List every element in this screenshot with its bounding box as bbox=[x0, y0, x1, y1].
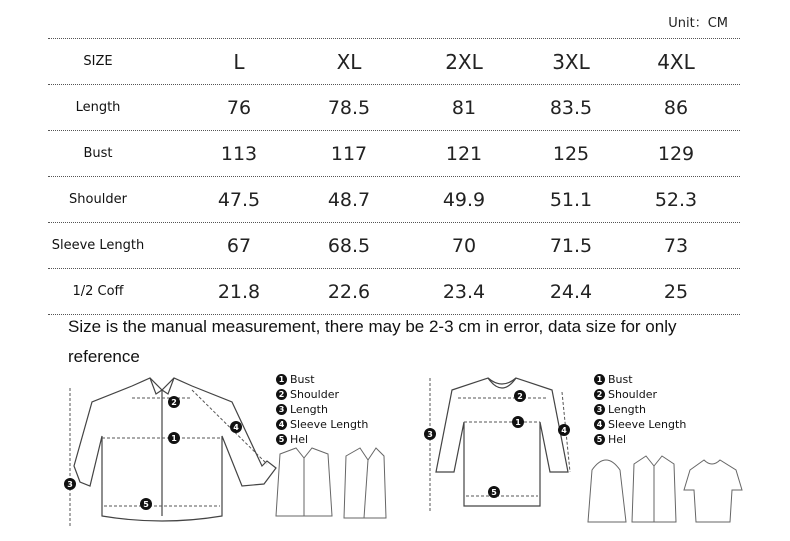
header-xl: XL bbox=[336, 49, 362, 74]
table-cell: 81 bbox=[451, 96, 477, 119]
table-cell: 78.5 bbox=[327, 96, 371, 119]
table-cell: 51.1 bbox=[549, 188, 593, 211]
sweater-diagram bbox=[422, 372, 582, 522]
shirt-diagram bbox=[62, 376, 282, 534]
table-row bbox=[48, 222, 740, 268]
header-l: L bbox=[233, 49, 245, 74]
table-cell: 117 bbox=[330, 142, 368, 165]
table-cell: 23.4 bbox=[442, 280, 486, 303]
legend-label: Length bbox=[608, 403, 646, 416]
legend-item bbox=[594, 387, 686, 402]
legend-item bbox=[594, 417, 686, 432]
legend-item bbox=[594, 432, 686, 447]
legend-item bbox=[276, 402, 368, 417]
number-badge: 3 bbox=[276, 404, 287, 415]
header-2xl: 2XL bbox=[445, 49, 483, 74]
table-cell: 71.5 bbox=[549, 234, 593, 257]
legend-label: Bust bbox=[290, 373, 315, 386]
table-cell: 70 bbox=[451, 234, 477, 257]
legend-label: Sleeve Length bbox=[608, 418, 687, 431]
legend-label: Sleeve Length bbox=[290, 418, 369, 431]
table-cell: 125 bbox=[552, 142, 590, 165]
legend-left bbox=[276, 372, 368, 447]
row-label: Shoulder bbox=[69, 192, 127, 207]
marker-1: 1 bbox=[171, 434, 177, 443]
legend-label: Hel bbox=[290, 433, 309, 446]
legend-item bbox=[276, 387, 368, 402]
number-badge: 4 bbox=[276, 419, 287, 430]
number-badge: 5 bbox=[276, 434, 287, 445]
number-badge: 4 bbox=[594, 419, 605, 430]
clothing-sketches bbox=[586, 450, 746, 530]
marker-3: 3 bbox=[427, 430, 433, 439]
table-cell: 24.4 bbox=[549, 280, 593, 303]
legend-item bbox=[594, 372, 686, 387]
legend-item bbox=[276, 417, 368, 432]
table-row bbox=[48, 130, 740, 176]
table-cell: 83.5 bbox=[549, 96, 593, 119]
row-label: Bust bbox=[83, 146, 113, 161]
table-cell: 52.3 bbox=[654, 188, 698, 211]
header-4xl: 4XL bbox=[657, 49, 695, 74]
table-cell: 22.6 bbox=[327, 280, 371, 303]
legend-label: Shoulder bbox=[290, 388, 339, 401]
marker-5: 5 bbox=[491, 488, 497, 497]
table-cell: 25 bbox=[663, 280, 689, 303]
number-badge: 5 bbox=[594, 434, 605, 445]
legend-label: Shoulder bbox=[608, 388, 657, 401]
table-cell: 121 bbox=[445, 142, 483, 165]
table-cell: 86 bbox=[663, 96, 689, 119]
marker-2: 2 bbox=[171, 398, 177, 407]
table-cell: 73 bbox=[663, 234, 689, 257]
header-size: SIZE bbox=[83, 54, 113, 69]
legend-right bbox=[594, 372, 686, 447]
row-label: Sleeve Length bbox=[51, 238, 145, 253]
marker-4: 4 bbox=[561, 426, 567, 435]
legend-item bbox=[594, 402, 686, 417]
marker-3: 3 bbox=[67, 480, 73, 489]
row-label: 1/2 Coff bbox=[72, 284, 124, 299]
marker-4: 4 bbox=[233, 423, 239, 432]
table-cell: 68.5 bbox=[327, 234, 371, 257]
size-table bbox=[48, 38, 740, 315]
table-cell: 67 bbox=[226, 234, 252, 257]
row-label: Length bbox=[75, 100, 121, 115]
table-cell: 129 bbox=[657, 142, 695, 165]
table-cell: 76 bbox=[226, 96, 252, 119]
table-cell: 21.8 bbox=[217, 280, 261, 303]
header-3xl: 3XL bbox=[552, 49, 590, 74]
number-badge: 1 bbox=[594, 374, 605, 385]
table-cell: 113 bbox=[220, 142, 258, 165]
legend-label: Bust bbox=[608, 373, 633, 386]
table-row bbox=[48, 176, 740, 222]
jacket-sketches bbox=[268, 446, 388, 526]
number-badge: 2 bbox=[594, 389, 605, 400]
legend-label: Length bbox=[290, 403, 328, 416]
marker-2: 2 bbox=[517, 392, 523, 401]
table-header-row bbox=[48, 38, 740, 84]
unit-label: Unit：CM bbox=[668, 16, 728, 31]
number-badge: 2 bbox=[276, 389, 287, 400]
table-cell: 47.5 bbox=[217, 188, 261, 211]
table-row bbox=[48, 268, 740, 315]
table-cell: 48.7 bbox=[327, 188, 371, 211]
marker-1: 1 bbox=[515, 418, 521, 427]
measurement-note: Size is the manual measurement, there may be 2-3 cm in error, data size for only reference bbox=[68, 317, 677, 366]
number-badge: 1 bbox=[276, 374, 287, 385]
table-row bbox=[48, 84, 740, 130]
legend-item bbox=[276, 372, 368, 387]
marker-5: 5 bbox=[143, 500, 149, 509]
legend-item bbox=[276, 432, 368, 447]
table-cell: 49.9 bbox=[442, 188, 486, 211]
number-badge: 3 bbox=[594, 404, 605, 415]
legend-label: Hel bbox=[608, 433, 627, 446]
